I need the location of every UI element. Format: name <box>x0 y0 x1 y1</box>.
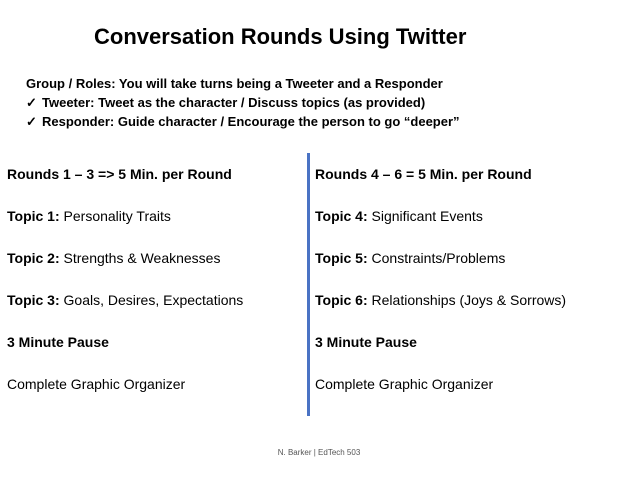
pause-label: 3 Minute Pause <box>315 334 417 350</box>
topic-row <box>7 207 243 249</box>
topic-label: Topic 1: <box>7 208 60 224</box>
topic-value: Constraints/Problems <box>371 250 506 266</box>
checkmark-icon: ✓ <box>26 114 37 129</box>
topic-row <box>7 291 243 333</box>
responder-line <box>26 112 460 131</box>
topic-value: Strengths & Weaknesses <box>63 250 221 266</box>
left-column <box>7 165 243 417</box>
topic-value: Relationships (Joys & Sorrows) <box>371 292 567 308</box>
organizer-label: Complete Graphic Organizer <box>315 376 494 392</box>
topic-label: Topic 5: <box>315 250 368 266</box>
topic-row <box>7 249 243 291</box>
tweeter-line <box>26 93 460 112</box>
rounds-header: Rounds 1 – 3 => 5 Min. per Round <box>7 166 232 182</box>
column-divider <box>307 153 310 416</box>
topic-row <box>315 249 566 291</box>
checkmark-icon: ✓ <box>26 95 37 110</box>
topic-row <box>315 291 566 333</box>
topic-row <box>315 207 566 249</box>
topic-label: Topic 6: <box>315 292 368 308</box>
organizer-label: Complete Graphic Organizer <box>7 376 186 392</box>
tweeter-text: Tweeter: Tweet as the character / Discuss topics (as provided) <box>42 95 426 110</box>
group-roles-line: Group / Roles: You will take turns being a Tweeter and a Responder <box>26 76 443 91</box>
topic-value: Goals, Desires, Expectations <box>63 292 244 308</box>
responder-text: Responder: Guide character / Encourage the person to go “deeper” <box>42 114 460 129</box>
topic-label: Topic 4: <box>315 208 368 224</box>
pause-label: 3 Minute Pause <box>7 334 109 350</box>
topic-label: Topic 2: <box>7 250 60 266</box>
page-title: Conversation Rounds Using Twitter <box>94 24 467 49</box>
instructions <box>26 74 460 131</box>
right-column <box>315 165 566 417</box>
rounds-header: Rounds 4 – 6 = 5 Min. per Round <box>315 166 532 182</box>
topic-value: Significant Events <box>371 208 483 224</box>
footer-credit: N. Barker | EdTech 503 <box>277 448 361 457</box>
topic-label: Topic 3: <box>7 292 60 308</box>
topic-value: Personality Traits <box>63 208 171 224</box>
